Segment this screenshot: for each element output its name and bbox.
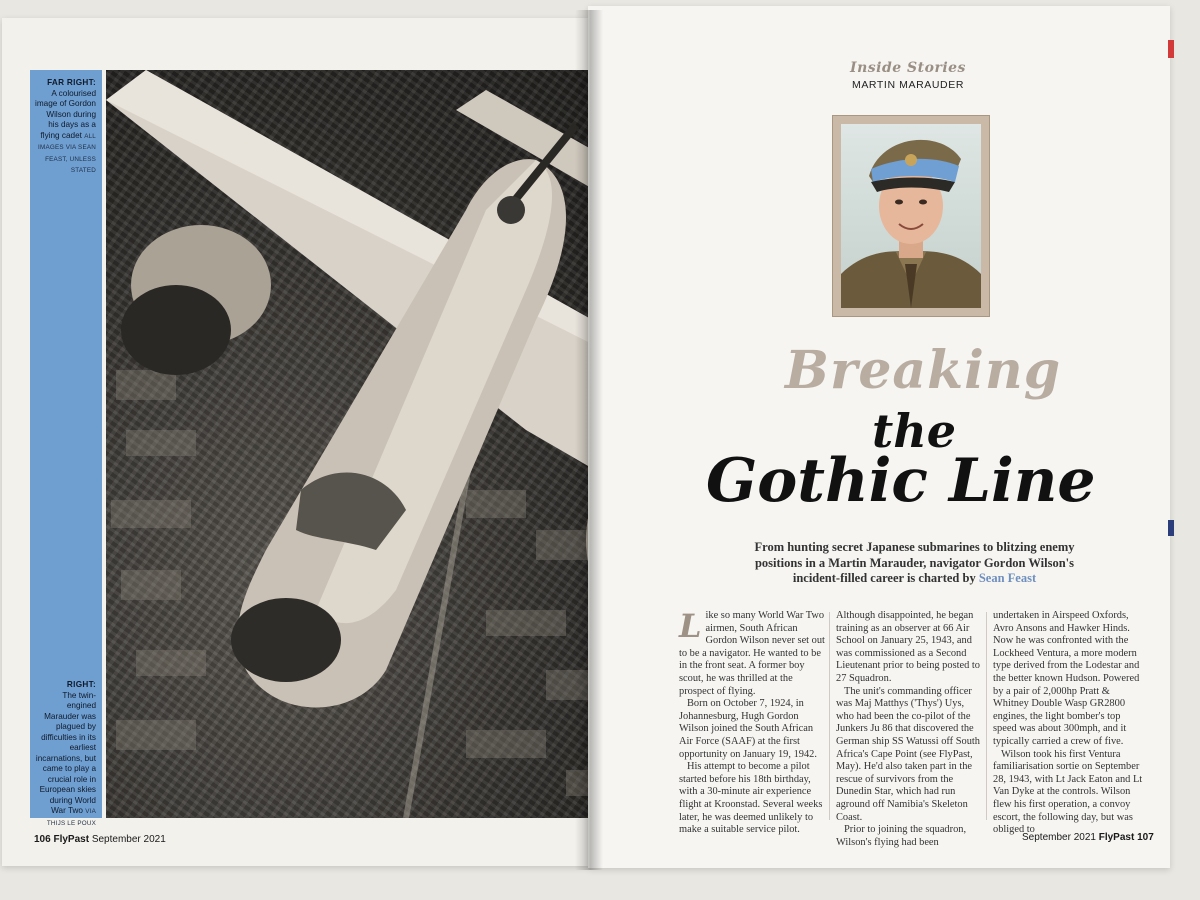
body-column-3 [993,610,1143,837]
headline-line-2: the [872,404,956,458]
section-label: Inside Stories [850,60,966,76]
standfirst [752,540,1077,587]
folio-right [1022,832,1154,843]
portrait-illustration [841,124,981,308]
byline: Sean Feast [978,571,1037,585]
caption-top-credit: ALL IMAGES VIA SEAN FEAST, UNLESS STATED [38,132,96,174]
drop-cap: L [679,607,702,645]
section-subtitle: MARTIN MARAUDER [851,79,965,91]
folio-left [34,834,166,845]
page-edge-tab-blue [1168,520,1174,536]
body-column-1 [679,607,827,837]
magazine-name-right: FlyPast [1098,832,1135,843]
body-paragraph: Although disappointed, he began training as an observer at 66 Air School on January 25, 1943, and was commissioned as a Second Lieutenant prior to being posted to 27 Squadron. [836,610,980,684]
page-number-left: 106 [34,834,51,845]
headline-line-1: Breaking [785,340,1062,401]
page-edge-tab-red [1168,40,1174,58]
caption-bottom-credit: VIA THIJS LE POUX [46,808,96,827]
issue-date-right: September 2021 [1022,832,1096,843]
body-paragraph: undertaken in Airspeed Oxfords, Avro Ansons and Hawker Hinds. Now he was confronted with the Lockheed Ventura, a more modern type derived from the Lodestar and the better known Hudson. Powered by a pair of 2,000hp Pratt & Whitney Double Wasp GR2800 engines, the light bomber's top speed was about 300mph, and it typically carried a crew of five. [993,610,1140,747]
column-rule [986,612,987,820]
portrait-frame [832,115,990,317]
headline-line-3: Gothic Line [706,446,1096,516]
body-paragraph: Wilson took his first Ventura familiarisation sortie on September 28, 1943, with Lt Jack Eaton and Lt Van Dyke at the controls. Wilson flew his first operation, a convoy escort, the following day, but was obliged to [993,748,1143,836]
page-gutter [575,10,603,870]
standfirst-text: From hunting secret Japanese submarines to blitzing enemy positions in a Martin Marauder, navigator Gordon Wilson's incident-filled career is charted by [754,540,1075,585]
body-paragraph: ike so many World War Two airmen, South African Gordon Wilson never set out to be a navigator. He wanted to be in the front seat. A former boy scout, he was thrilled at the prospect of flying. [679,610,825,697]
issue-date-left: September 2021 [91,834,166,845]
caption-top-text: A colourised image of Gordon Wilson during his days as a flying cadet [35,88,96,140]
body-paragraph: Prior to joining the squadron, Wilson's flying had been [836,824,967,848]
gordon-wilson-portrait [841,124,981,308]
caption-bottom [34,680,96,829]
magazine-name-left: FlyPast [53,834,90,845]
caption-bottom-text: The twin-engined Marauder was plagued by difficulties in its earliest incarnations, but came to play a crucial role in European skies during World War Two [35,690,96,815]
body-paragraph: Born on October 7, 1924, in Johannesburg, Hugh Gordon Wilson joined the South African Air Force (SAAF) at the first opportunity on January 19, 1942. [679,698,817,760]
page-number-right: 107 [1137,832,1154,843]
body-paragraph: The unit's commanding officer was Maj Matthys ('Thys') Uys, who had been the co-pilot of the Junkers Ju 86 that discovered the German ship SS Watussi off South Africa's Cape Point (see FlyPast, May). He'd also taken part in the rescue of survivors from the Dunedin Star, which had run aground off Namibia's Skeleton Coast. [836,685,980,823]
caption-top [34,78,96,177]
body-column-2 [836,610,984,849]
caption-bottom-kicker: RIGHT: [66,680,96,689]
column-rule [829,612,830,820]
body-paragraph: His attempt to become a pilot started before his 18th birthday, with a 30-minute air experience flight at Kroonstad. Several weeks later, he was deemed unlikely to make a suitable service pilot. [679,761,823,836]
caption-top-kicker: FAR RIGHT: [47,78,96,87]
